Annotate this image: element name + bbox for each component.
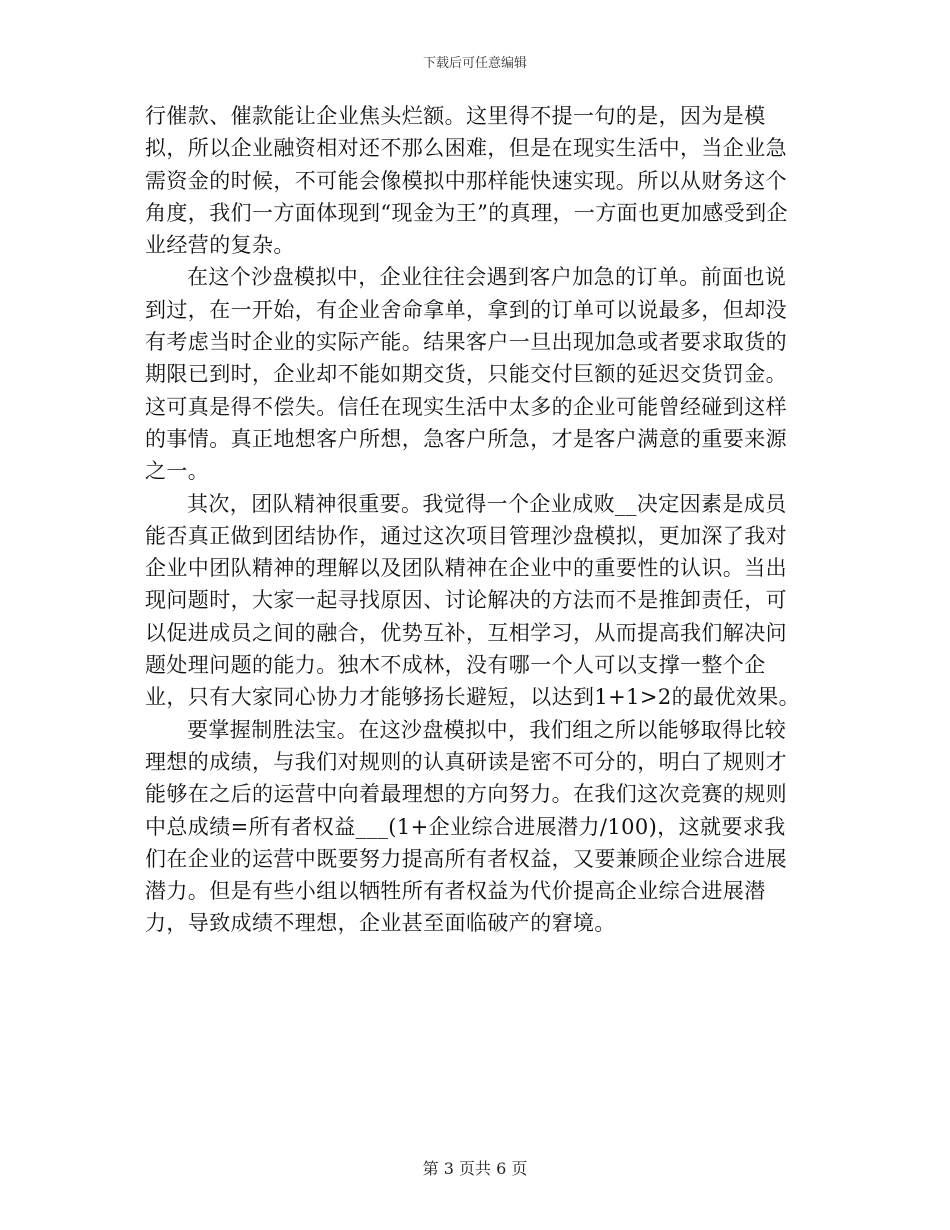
paragraph-3: 其次，团队精神很重要。我觉得一个企业成败__决定因素是成员能否真正做到团结协作，通过这次项目管理沙盘模拟，更加深了我对企业中团队精神的理解以及团队精神在企业中的重要性的认识。当出现问题时，大家一起寻找原因、讨论解决的方法而不是推卸责任，可以促进成员之间的融合，优势互补，互相学习，从而提高我们解决问题处理问题的能力。独木不成林，没有哪一个人可以支撑一整个企业，只有大家同心协力才能够扬长避短，以达到1+1>2的最优效果。 <box>145 491 801 710</box>
paragraph-2: 在这个沙盘模拟中，企业往往会遇到客户加急的订单。前面也说到过，在一开始，有企业舍命拿单，拿到的订单可以说最多，但却没有考虑当时企业的实际产能。结果客户一旦出现加急或者要求取货的期限已到时，企业却不能如期交货，只能交付巨额的延迟交货罚金。这可真是得不偿失。信任在现实生活中太多的企业可能曾经碰到这样的事情。真正地想客户所想，急客户所急，才是客户满意的重要来源之一。 <box>145 265 787 484</box>
paragraph-4: 要掌握制胜法宝。在这沙盘模拟中，我们组之所以能够取得比较理想的成绩，与我们对规则的认真研读是密不可分的，明白了规则才能够在之后的运营中向着最理想的方向努力。在我们这次竞赛的规则中总成绩=所有者权益___(1+企业综合进展潜力/100)，这就要求我们在企业的运营中既要努力提高所有者权益，又要兼顾企业综合进展潜力。但是有些小组以牺牲所有者权益为代价提高企业综合进展潜力，导致成绩不理想，企业甚至面临破产的窘境。 <box>145 717 787 936</box>
page-footer: 第 3 页共 6 页 <box>422 1159 528 1178</box>
page-header: 下载后可任意编辑 <box>422 56 527 71</box>
paragraph-1: 行催款、催款能让企业焦头烂额。这里得不提一句的是，因为是模拟，所以企业融资相对还不那么困难，但是在现实生活中，当企业急需资金的时候，不可能会像模拟中那样能快速实现。所以从财务这个角度，我们一方面体现到“现金为王”的真理，一方面也更加感受到企业经营的复杂。 <box>145 104 788 258</box>
document-body <box>145 100 805 940</box>
